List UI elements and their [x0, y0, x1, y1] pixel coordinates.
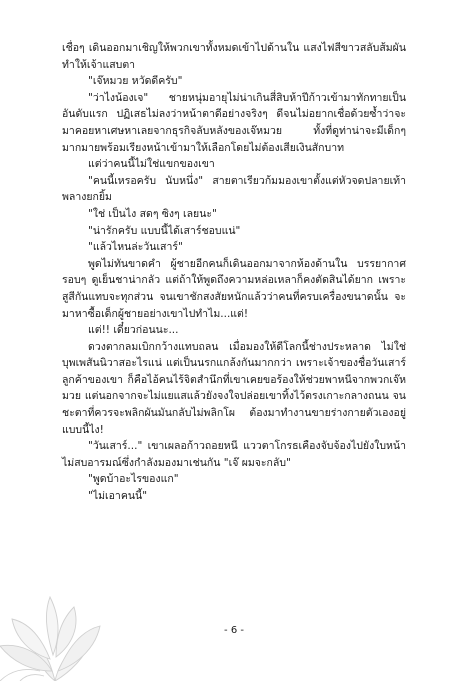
paragraph: "วันเสาร์..." เขาเผลอก้าวถอยหนี แววตาโกรธเคืองจับจ้องไปยังใบหน้าไม่สบอารมณ์ซึ่งกำลังมองมาเช่นกัน "เจ๊ ผมจะกลับ" [62, 440, 406, 469]
paragraph: "คนนี้เหรอครับ นับหนึ่ง" สายตาเรียวก้มมองเขาตั้งแต่หัวจดปลายเท้า พลางยกยิ้ม [62, 174, 406, 204]
paragraph: "ใช่ เป็นไง สดๆ ซิงๆ เลยนะ" [88, 207, 217, 220]
paragraph: "ว่าไงน้องเจ" ชายหนุ่มอายุไม่น่าเกินสี่สิบห้าปีก้าวเข้ามาทักทายเป็นอันดับแรก ปฏิเสธไม่ลงว่าหน้าตาดีอย่างจริงๆ ดีจนไม่อยากเชื่อด้วยซ้ำว่าจะมาคอยหาเศษหาเลยจากธุรกิจลับหลังของเจ๊หมวย ทั้งที่ดูท่าน่าจะมีเด็กๆ มากมายพร้อมเรียงหน้าเข้ามาให้เลือกโดยไม่ต้องเสียเงินสักบาท [62, 91, 406, 154]
paragraph: "ไม่เอาคนนี้" [88, 490, 148, 503]
page-number: - 6 - [224, 625, 244, 636]
paragraph: "พูดบ้าอะไรของแก" [88, 473, 179, 486]
page-body-text [62, 40, 406, 505]
paragraph: แต่ว่าคนนี้ไม่ใช่แขกของเขา [88, 158, 215, 171]
paragraph: "เจ๊หมวย หวัดดีครับ" [88, 75, 183, 88]
paragraph: ดวงตากลมเบิกกว้างแทบถลน เมื่อมองให้ดีโลกนี้ช่างประหลาด ไม่ใช่บุพเพสันนิวาสอะไรแน่ แต่เป็นนรกแกล้งกันมากกว่า เพราะเจ้าของชื่อวันเสาร์ลูกค้าของเขา ก็คือไอ้คนไร้จิตสำนึกที่เขาเคยขอร้องให้ช่วยพาหนีจากพวกเจ๊หมวย แต่นอกจากจะไม่แยแสแล้วยังจงใจปล่อยเขาทิ้งไว้ตรงเกาะกลางถนน จนชะตาที่ควรจะพลิกผันมันกลับไม่พลิกโผ ต้องมาทำงานขายร่างกายตัวเองอยู่แบบนี้ไง! [62, 340, 406, 436]
flower-decoration-icon [0, 531, 110, 681]
paragraph: เชื่อๆ เดินออกมาเชิญให้พวกเขาทั้งหมดเข้าไปด้านใน แสงไฟสีขาวสลับส้มผัน ทำให้เจ้าแสบตา [62, 42, 406, 71]
paragraph: "แล้วไหนล่ะวันเสาร์" [88, 241, 183, 254]
paragraph: แต่!! เดี๋ยวก่อนนะ... [88, 324, 179, 337]
paragraph: "น่ารักครับ แบบนี้ได้เสาร์ชอบแน่" [88, 224, 241, 237]
paragraph: พูดไม่ทันขาดคำ ผู้ชายอีกคนก็เดินออกมาจากห้องด้านใน บรรยากาศรอบๆ ดูเย็นชาน่ากลัว แต่ถ้าให้พูดถึงความหล่อเหลาก็คงตัดสินได้ยาก เพราะสูสีกันแทบจะทุกส่วน จนเขาชักสงสัยหนักแล้วว่าคนที่ครบเครื่องขนาดนั้น จะมาหาซื้อเด็กผู้ชายอย่างเขาไปทำไม...แต่! [62, 257, 406, 320]
